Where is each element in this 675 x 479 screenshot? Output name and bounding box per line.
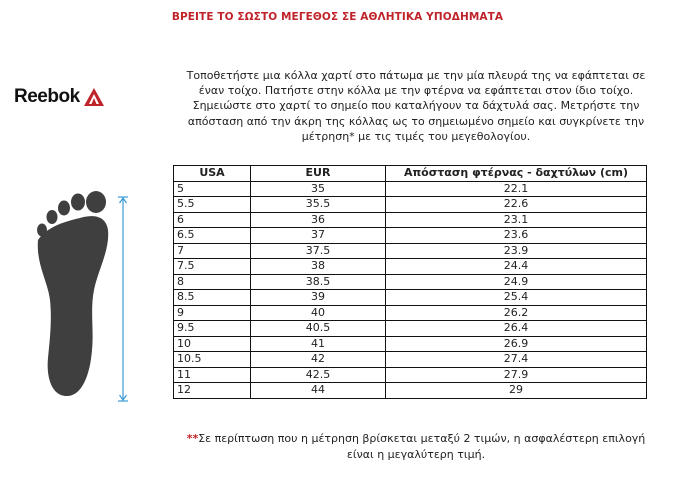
table-row (174, 259, 647, 275)
table-row (174, 352, 647, 368)
cell-usa: 9 (174, 305, 251, 321)
cell-cm: 26.4 (386, 321, 647, 337)
table-header-row (174, 166, 647, 182)
header-eur: EUR (251, 166, 386, 182)
table-row (174, 212, 647, 228)
cell-cm: 25.4 (386, 290, 647, 306)
table-row (174, 290, 647, 306)
cell-cm: 22.6 (386, 197, 647, 213)
table-row (174, 228, 647, 244)
cell-usa: 8 (174, 274, 251, 290)
cell-usa: 6.5 (174, 228, 251, 244)
cell-eur: 37.5 (251, 243, 386, 259)
cell-eur: 38.5 (251, 274, 386, 290)
footnote (186, 431, 646, 462)
cell-cm: 29 (386, 383, 647, 399)
cell-eur: 39 (251, 290, 386, 306)
cell-cm: 23.1 (386, 212, 647, 228)
header-heel-toe-cm: Απόσταση φτέρνας - δαχτύλων (cm) (386, 166, 647, 182)
cell-cm: 24.9 (386, 274, 647, 290)
cell-eur: 38 (251, 259, 386, 275)
cell-eur: 40 (251, 305, 386, 321)
table-row (174, 181, 647, 197)
cell-usa: 5 (174, 181, 251, 197)
table-row (174, 305, 647, 321)
reebok-delta-icon (83, 87, 105, 107)
cell-eur: 35.5 (251, 197, 386, 213)
cell-usa: 8.5 (174, 290, 251, 306)
footnote-stars: ** (186, 432, 199, 445)
cell-cm: 26.9 (386, 336, 647, 352)
cell-eur: 42.5 (251, 367, 386, 383)
page-title: ΒΡΕΙΤΕ ΤΟ ΣΩΣΤΟ ΜΕΓΕΘΟΣ ΣΕ ΑΘΛΗΤΙΚΑ ΥΠΟΔΗΜΑΤΑ (171, 11, 504, 23)
table-row (174, 197, 647, 213)
footnote-text: Σε περίπτωση που η μέτρηση βρίσκεται μεταξύ 2 τιμών, η ασφαλέστερη επιλογή είναι η μεγαλύτερη τιμή. (198, 432, 646, 461)
cell-cm: 27.9 (386, 367, 647, 383)
cell-usa: 5.5 (174, 197, 251, 213)
cell-eur: 41 (251, 336, 386, 352)
cell-cm: 22.1 (386, 181, 647, 197)
cell-eur: 40.5 (251, 321, 386, 337)
cell-usa: 6 (174, 212, 251, 228)
cell-cm: 27.4 (386, 352, 647, 368)
cell-usa: 12 (174, 383, 251, 399)
foot-silhouette-icon (32, 190, 112, 410)
cell-usa: 7.5 (174, 259, 251, 275)
header-usa: USA (174, 166, 251, 182)
instructions-text: Τοποθετήστε μια κόλλα χαρτί στο πάτωμα με την μία πλευρά της να εφάπτεται σε έναν τοίχο. Πατήστε στην κόλλα με την φτέρνα να εφάπτεται στον ίδιο τοίχο. Σημειώστε στο χαρτί το σημείο που καταλήγουν τα δάχτυλά σας. Μετρήστε την απόσταση από την άκρη της κόλλας ως το σημειωμένο σημείο και συγκρίνετε την μέτρηση* με τις τιμές του μεγεθολογίου. (186, 69, 646, 143)
cell-cm: 23.9 (386, 243, 647, 259)
table-row (174, 243, 647, 259)
size-chart-table (173, 165, 647, 399)
brand-logo (14, 86, 105, 108)
cell-eur: 36 (251, 212, 386, 228)
cell-eur: 35 (251, 181, 386, 197)
cell-eur: 42 (251, 352, 386, 368)
cell-eur: 37 (251, 228, 386, 244)
table-row (174, 367, 647, 383)
table-row (174, 383, 647, 399)
cell-cm: 26.2 (386, 305, 647, 321)
cell-usa: 7 (174, 243, 251, 259)
table-row (174, 321, 647, 337)
cell-usa: 9.5 (174, 321, 251, 337)
cell-usa: 10.5 (174, 352, 251, 368)
table-row (174, 336, 647, 352)
cell-usa: 11 (174, 367, 251, 383)
cell-cm: 23.6 (386, 228, 647, 244)
table-row (174, 274, 647, 290)
brand-name: Reebok (14, 86, 80, 107)
measurement-arrow-icon (116, 195, 130, 405)
cell-usa: 10 (174, 336, 251, 352)
cell-eur: 44 (251, 383, 386, 399)
cell-cm: 24.4 (386, 259, 647, 275)
